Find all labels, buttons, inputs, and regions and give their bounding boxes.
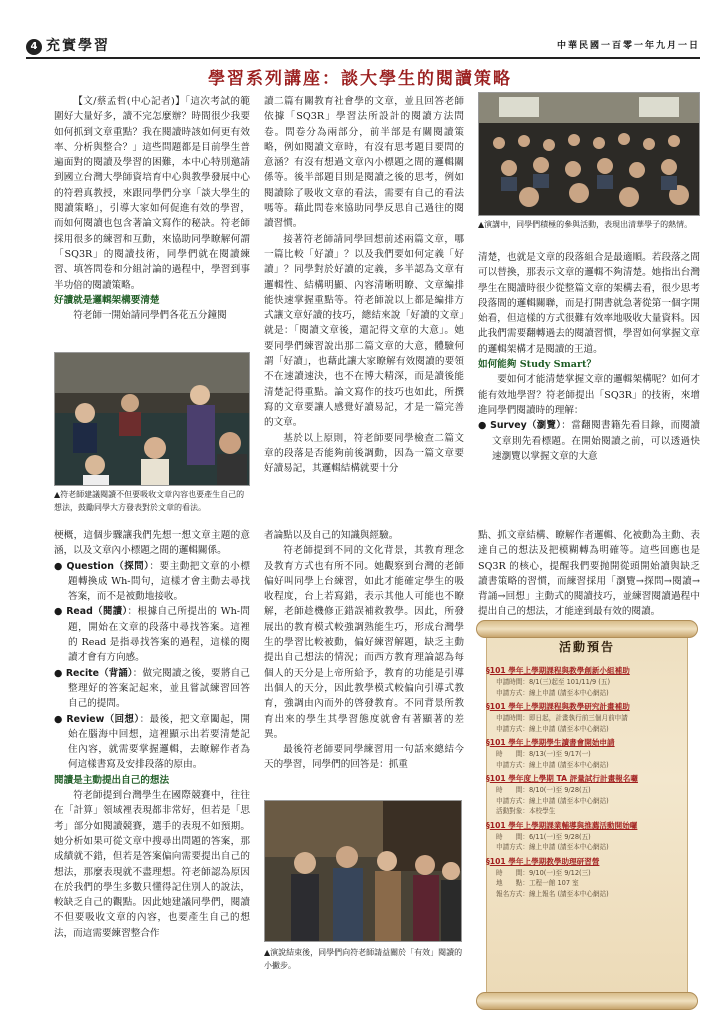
header-rule — [26, 57, 700, 59]
event-heading: §101 學年度上學期 TA 評量試行計畫報名囉 — [486, 774, 638, 783]
event-detail: 時 間：8/10(一)至 9/28(五) — [496, 786, 591, 794]
sq3r-question-term: Question（探問） — [66, 560, 150, 572]
event-detail: 申請時間：即日起，計畫執行前三個月前申請 — [496, 714, 628, 722]
column-6 — [478, 528, 700, 620]
column-2 — [264, 94, 464, 476]
event-detail: 申請時間：8/1(三)起至 101/11/9 (五) — [496, 678, 611, 686]
event-detail: 時 間：8/13(一)至 9/17(一) — [496, 750, 591, 758]
scroll-roll-bottom — [476, 992, 698, 1010]
photo-2-caption: ▲演講中，同學們積極的參與活動，表現出清華學子的熱情。 — [478, 220, 693, 229]
event-detail: 申請方式：線上申請 (請至本中心網站) — [496, 688, 609, 697]
event-heading: §101 學年上學期教學助理研習營 — [486, 856, 600, 866]
event-detail: 申請方式：線上申請 (請至本中心網站) — [496, 843, 609, 851]
sq3r-review-term: Review（回想） — [66, 713, 140, 725]
column-5 — [264, 528, 464, 773]
seminar-photo-2 — [478, 92, 700, 216]
events-title: 活動預告 — [558, 640, 615, 654]
sq3r-review: ● Review（回想）：最後，把文章闔起，開始在腦海中回想，這裡顯示出若要清楚記住內容，就需要掌握邏輯，去瞭解作者為何這樣書寫及安排段落的原由。 — [54, 713, 250, 771]
sq3r-recite: ● Recite（背誦）：做完閱讀之後，要將自己整理好的答案記起來，並且嘗試練習回答自己的提問。 — [54, 667, 251, 710]
page-number: 4 — [26, 39, 42, 55]
event-heading: §101 學年上學期課程與教學創新小組補助 — [486, 666, 630, 675]
subheading: 好讀就是邏輯架構要清楚 — [54, 294, 160, 306]
paragraph: 清楚，也就是文章的段落組合是最適順。若段落之間可以替換，那表示文章的邏輯不夠清楚。她指出台灣學生在閱讀時很少從整篇文章的架構去看，很少思考段落間的邏輯關聯，而是打開書就急著從第一個字開始看，但這樣的方式很難有效率地吸收大量資料。因此我們需要翻轉過去的閱讀習慣，學習如何掌握文章的邏輯架構才是閱讀的王道。 — [478, 252, 700, 355]
event-heading: §101 學年上學期課業輔導與推薦活動開始囉 — [486, 820, 638, 830]
event-detail: 時 間：6/11(一)至 9/28(五) — [496, 832, 591, 841]
event-detail: 報名方式：線上報名 (請至本中心網站) — [496, 889, 609, 898]
event-detail: 活動對象：本校學生 — [496, 807, 556, 815]
sq3r-read-term: Read（閱讀） — [66, 606, 128, 618]
subheading: 如何能夠 Study Smart？ — [478, 359, 597, 371]
event-heading: §101 學年上學期學生讀書會開始申請 — [486, 738, 615, 747]
event-heading: §101 學年上學期課程與教學研究計畫補助 — [486, 702, 630, 711]
sq3r-survey-term: Survey（瀏覽） — [490, 420, 562, 432]
column-4 — [54, 528, 250, 941]
paragraph: 最後符老師要同學練習用一句話來總結今天的學習，同學們的回答是：抓重 — [264, 744, 464, 771]
article-title: 學習系列講座：談大學生的閱讀策略 — [208, 69, 512, 89]
scroll-roll-top — [476, 620, 698, 638]
sq3r-read-text: ：根據自己所提出的 Wh-問題，開始在文章的段落中尋找答案。這裡的 Read 是指尋找答案的過程，這樣的閱讀才會有方向感。 — [68, 606, 251, 664]
column-3 — [478, 250, 700, 464]
event-detail: 申請方式：線上申請 (請至本中心網站) — [496, 760, 609, 769]
paragraph: 符老師提到不同的文化背景，其教育理念及教育方式也有所不同。她觀察到台灣的老師偏好叫同學上台練習，如此才能確定學生的吸收程度，台上若寫錯，表示其他人可能也不瞭解，老師趁機修正錯誤補救教學。因此，所發展出的教育模式較強調熟能生巧，形成台灣學生的學習比較被動，偏好練習解題，缺乏主動提出自己想法的情況；而西方教育理論認為每個人的天分是上帝所給予，教育的功能是引導出個人的天分，因此教學模式較偏向引導式教育，強調由內而外的啓發教育。不同背景所教育出來的學生其學習態度就會有著顯著的差異。 — [264, 545, 464, 740]
sq3r-read: ● Read（閱讀）：根據自己所提出的 Wh-問題，開始在文章的段落中尋找答案。這裡的 Read 是指尋找答案的過程，這樣的閱讀才會有方向感。 — [54, 606, 251, 664]
event-detail: 時 間：9/10(一)至 9/12(三) — [496, 868, 591, 877]
event-detail: 申請方式：線上申請 (請至本中心網站) — [496, 724, 609, 733]
paragraph: 【文/蔡孟哲(中心記者)】「這次考試的範圍好大量好多，讀不完怎麼辦？時間很少我要如何抓到文章重點？我在閱讀時該如何更有效率、分析與整合？」這些問題都是目前學生普遍面對的閱讀及學習的困難，本中心特別邀請到國立台灣大學師資培育中心與教學發展中心的符碧真教授，來跟同學們分享「談大學生的閱讀策略」，引導大家如何促進有效的學習，而如何閱讀也包含著論文寫作的秘訣。符老師採用很多的練習和互動，來協助同學瞭解何謂「SQ3R」的閱讀技術，同學們就在閱讀練習、填答問卷和分組討論的過程中，學習到事半功倍的閱讀策略。 — [54, 96, 250, 291]
paragraph: 點、抓文章結構、瞭解作者邏輯、化被動為主動、表達自己的想法及把模糊轉為明確等。這些回應也是 SQ3R 的核心，提醒我們要抛開從頭開始讀與缺乏讀書策略的習慣，而練習採用「瀏覽→探問→閱讀→背誦→回想」主動式的閱讀技巧，並練習閱讀過程中提出自己的想法，才能達到最有效的閱讀。 — [478, 530, 700, 618]
paragraph: 符老師提到台灣學生在國際競賽中，往往在「計算」領域裡表現都非常好，但若是「思考」部分如閱讀競賽，選手的表現不如預期。她分析如果可從文章中搜尋出問題的答案，那成績就不錯，但若是答案偏向需要提出自己的想法，那麼表現就不盡理想。符老師認為原因在於我們的學生多數只懂得記住別人的說法，較缺乏自己的觀點。因此她建議同學們，閱讀不但要吸收文章的內容，也要產生自己的想法，而這需要練習整合作 — [54, 790, 250, 939]
page-header — [26, 30, 700, 56]
paragraph: 讀二篇有關教育社會學的文章，並且回答老師依據「SQ3R」學習法所設計的閱讀方法問卷。問卷分為兩部分，前半部是有關閱讀策略，例如閱讀文章時，有沒有思考題目要問的意涵？有沒有想過文章內小標題之間的邏輯關係等。後半部題目則是閱讀之後的思考，例如閱讀除了吸收文章的看法，需要有自己的看法嗎等。藉此問卷來協助同學反思自己過往的閱讀習慣。 — [264, 96, 464, 230]
publication-name: 充實學習 — [46, 38, 110, 54]
sq3r-recite-term: Recite（背誦） — [65, 667, 133, 679]
sq3r-question-text: ：要主動把文章的小標題轉換成 Wh-問句，這樣才會主動去尋找答案，而不是被動地接收。 — [68, 560, 251, 603]
sq3r-recite-text: ：做完閱讀之後，要將自己整理好的答案記起來，並且嘗試練習回答自己的提問。 — [68, 667, 251, 710]
paragraph: 接著符老師請同學回想前述兩篇文章，哪一篇比較「好讀」？以及我們要如何定義「好讀」？同學對於好讀的定義，多半認為文章有邏輯性、結構明顯、內容清晰明瞭、文章編排能快速掌握重點等。符老師說以上都是編排方式讓文章好讀的技巧，總結來說「好讀的文章」就是：「閱讀文章後，還記得文章的大意」。她要同學們練習說出那二篇文章的大意，體驗何謂「好讀」，也藉此讓大家瞭解有效閱讀的要領不在速讀速決，也不在博大精深，而是讀後能清楚記得重點。論文寫作的技巧也如此，所撰寫的文章要讓人感覺好讀易記，才是一篇完善的文章。 — [264, 233, 464, 429]
paragraph: 者論點以及自己的知識與經驗。 — [264, 530, 399, 541]
seminar-photo-3 — [264, 800, 462, 942]
seminar-photo-1 — [54, 352, 250, 486]
event-detail: 申請方式：線上申請 (請至本中心網站) — [496, 796, 609, 805]
paragraph: 基於以上原則，符老師要同學檢查二篇文章的段落是否能夠前後調動，因為一篇文章要好讀易記，其邏輯結構就要十分 — [264, 432, 464, 475]
sq3r-survey: ● Survey（瀏覽）：當翻閱書籍先看目錄，而閱讀文章則先看標題。在開始閱讀之前，可以透過快速瀏覽以掌握文章的大意 — [478, 420, 701, 462]
events-list — [486, 662, 672, 899]
column-1 — [54, 94, 250, 323]
sq3r-survey-text: ：當翻閱書籍先看目錄，而閱讀文章則先看標題。在開始閱讀之前，可以透過快速瀏覽以掌握文章的大意 — [492, 420, 701, 462]
sq3r-question: ● Question（探問）：要主動把文章的小標題轉換成 Wh-問句，這樣才會主動去尋找答案，而不是被動地接收。 — [54, 560, 251, 603]
paragraph: 梗概，這個步驟讓我們先想一想文章主題的意涵，以及文章內小標題之間的邏輯關係。 — [54, 530, 250, 557]
sq3r-review-text: ：最後，把文章闔起，開始在腦海中回想，這裡顯示出若要清楚記住內容，就需要掌握邏輯，去瞭解作者為何這樣書寫及安排段落的原由。 — [68, 713, 250, 771]
events-scroll — [476, 620, 698, 1010]
subheading: 閱讀是主動提出自己的想法 — [54, 774, 170, 786]
event-detail: 地 點：工程一館 107 室 — [496, 879, 579, 887]
photo-3-caption: ▲演說結束後，同學們向符老師請益關於「有效」閱讀的小撇步。 — [264, 948, 463, 970]
paragraph: 要如何才能清楚掌握文章的邏輯架構呢？如何才能有效地學習？符老師提出「SQ3R」的技術，來增進同學們閱讀時的理解： — [478, 374, 700, 416]
photo-1-caption: ▲符老師建議閱讀不但要吸收文章內容也要產生自己的想法，鼓勵同學大方發表對於文章的看法。 — [54, 490, 245, 512]
paragraph: 符老師一開始請同學們各花五分鐘閱 — [73, 310, 227, 322]
publication-date: 中華民國一百零一年九月一日 — [556, 41, 700, 51]
